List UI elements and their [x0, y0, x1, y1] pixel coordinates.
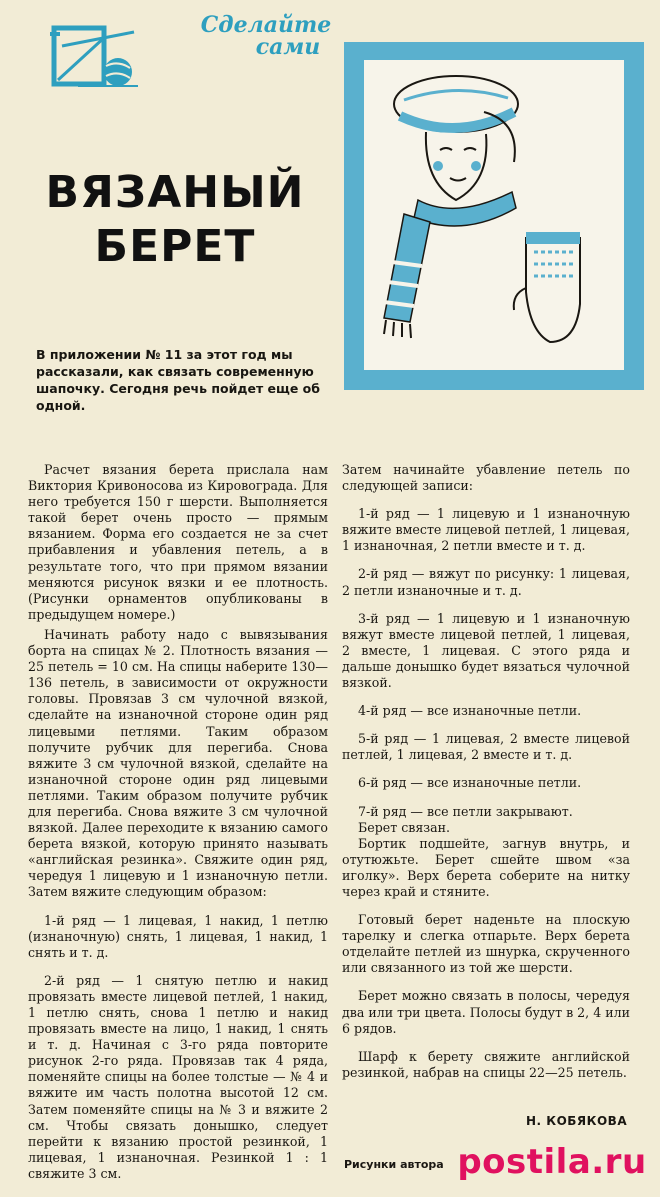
paragraph: 1-й ряд — 1 лицевую и 1 изнаночную вяжите вместе лицевой петлей, 1 лицевая, 1 изнаночная, 2 петли вместе и т. д. — [342, 506, 630, 554]
paragraph: 1-й ряд — 1 лицевая, 1 накид, 1 петлю (изнаночную) снять, 1 лицевая, 1 накид, 1 снять и т. д. — [28, 912, 328, 960]
paragraph: Начинать работу надо с вывязывания борта на спицах № 2. Плотность вязания — 25 петель = 10 см. На спицы наберите 130—136 петель, в зависимости от окружности головы. Провязав 3 см чулочной вязкой, сделайте на изнаночной стороне один ряд лицевыми петлями. Таким образом получите рубчик для перегиба. Снова вяжите 3 см чулочной вязкой, сделайте на изнаночной стороне один ряд лицевыми петлями. Таким образом получите рубчик для перегиба. Снова вяжите 3 см чулочной вязкой. Далее переходите к вязанию самого берета вязкой, которую принято называть «английская резинка». Свяжите один ряд, чередуя 1 лицевую и 1 изнаночную петли. Затем вяжите следующим образом: — [28, 626, 328, 900]
watermark-logo — [446, 1132, 658, 1192]
knitting-basket-icon — [48, 16, 140, 96]
author-name: Н. КОБЯКОВА — [526, 1114, 628, 1128]
paragraph: Берет можно связать в полосы, чередуя два или три цвета. Полосы будут в 2, 4 или 6 рядов. — [342, 988, 630, 1036]
paragraph: 2-й ряд — вяжут по рисунку: 1 лицевая, 2 петли изнаночные и т. д. — [342, 566, 630, 598]
title-line2: БЕРЕТ — [94, 221, 256, 272]
title-line1: ВЯЗАНЫЙ — [45, 167, 305, 218]
paragraph: 6-й ряд — все изнаночные петли. — [358, 775, 582, 791]
page-title — [30, 166, 320, 274]
paragraph: Затем начинайте убавление петель по следующей записи: — [342, 462, 630, 494]
paragraph: 5-й ряд — 1 лицевая, 2 вместе лицевой петлей, 1 лицевая, 2 вместе и т. д. — [342, 731, 630, 763]
illustration-credits: Рисунки автора — [344, 1158, 444, 1171]
paragraph: Бортик подшейте, загнув внутрь, и отутюжьте. Берет сшейте швом «за иголку». Верх берета соберите на нитку через край и стяните. — [342, 835, 630, 899]
paragraph: 3-й ряд — 1 лицевую и 1 изнаночную вяжут вместе лицевой петлей, 1 лицевая, 2 вместе, 1 лицевая. С этого ряда и дальше донышко будет вязаться чулочной вязкой. — [342, 610, 630, 691]
paragraph: 7-й ряд — все петли закрывают. — [358, 803, 573, 819]
intro-text: В приложении № 11 за этот год мы рассказали, как связать современную шапочку. Сегодня речь пойдет еще об одной. — [36, 347, 320, 413]
beret-illustration — [344, 42, 644, 390]
paragraph: 2-й ряд — 1 снятую петлю и накид провязать вместе лицевой петлей, 1 накид, 1 петлю снять, снова 1 петлю и накид провязать вместе на лицо, 1 накид, 1 снять и т. д. Начиная с 3-го ряда повторите рисунок 2-го ряда. Провязав так 4 ряда, поменяйте спицы на более толстые — № 4 и вяжите им часть полотна высотой 12 см. Затем поменяйте спицы на № 3 и вяжите 2 см. Чтобы связать донышко, следует перейти к вязанию простой резинкой, 1 лицевая, 1 изнаночная. Резинкой 1 : 1 свяжите 3 см. — [28, 972, 328, 1181]
watermark-text: postila.ru — [457, 1142, 647, 1182]
section-tag-line1: Сделайте — [200, 12, 332, 38]
section-tag — [196, 14, 336, 58]
section-tag-line2: сами — [255, 34, 321, 60]
paragraph: Расчет вязания берета прислала нам Виктория Кривоносова из Кировограда. Для него требуется 150 г шерсти. Выполняется такой берет очень просто — прямым вязанием. Форма его создается не за счет прибавления и убавления петель, а в результате того, что при прямом вязании меняются рисунок вязки и ее плотность. (Рисунки орнаментов опубликованы в предыдущем номере.) — [28, 462, 328, 622]
girl-in-beret-drawing — [344, 42, 644, 390]
paragraph: 4-й ряд — все изнаночные петли. — [358, 703, 582, 719]
article-right-column — [342, 462, 630, 1081]
article-left-column — [28, 462, 328, 1182]
paragraph: Готовый берет наденьте на плоскую тарелку и слегка отпарьте. Верх берета отделайте петлей из шнурка, скрученного или связанного из той же шерсти. — [342, 912, 630, 976]
paragraph: Берет связан. — [358, 819, 451, 835]
paragraph: Шарф к берету свяжите английской резинкой, набрав на спицы 22—25 петель. — [342, 1048, 630, 1080]
